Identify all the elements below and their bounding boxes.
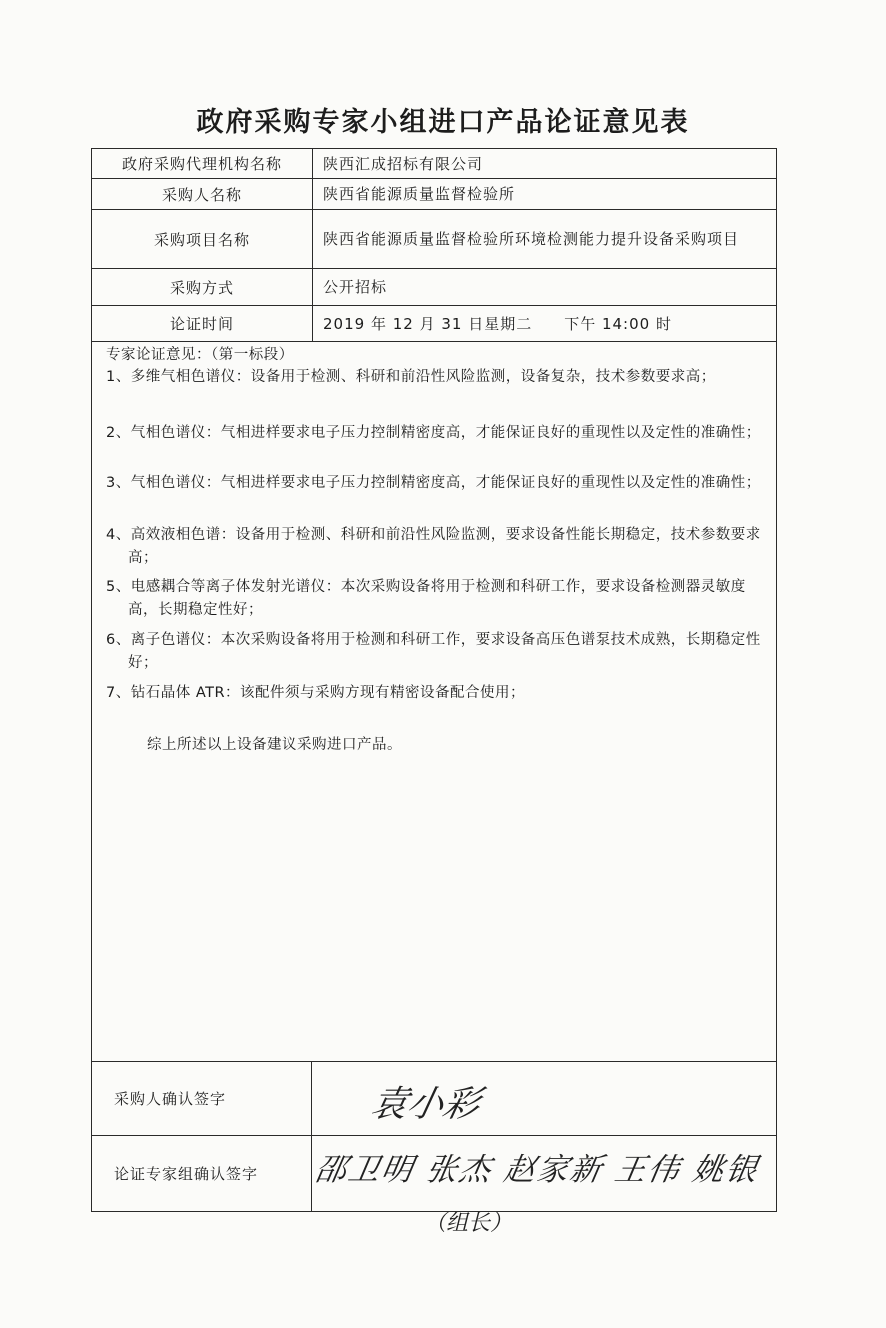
expert-signature-row bbox=[92, 1136, 776, 1211]
method-label: 采购方式 bbox=[92, 269, 313, 305]
opinion-item: 5、电感耦合等离子体发射光谱仪：本次采购设备将用于检测和科研工作，要求设备检测器灵敏度高，长期稳定性好； bbox=[106, 579, 746, 618]
expert-signature-cell bbox=[312, 1136, 776, 1211]
project-value: 陕西省能源质量监督检验所环境检测能力提升设备采购项目 bbox=[323, 230, 740, 248]
purchaser-signature-row bbox=[92, 1061, 776, 1136]
leader-handwritten-note: （组长） bbox=[424, 1211, 513, 1236]
opinion-item: 2、气相色谱仪：气相进样要求电子压力控制精密度高，才能保证良好的重现性以及定性的准确性； bbox=[106, 425, 761, 441]
opinion-heading: 专家论证意见：（第一标段） bbox=[106, 347, 294, 363]
purchaser-label: 采购人名称 bbox=[92, 179, 313, 209]
form-title: 政府采购专家小组进口产品论证意见表 bbox=[196, 107, 690, 138]
opinion-item: 6、离子色谱仪：本次采购设备将用于检测和科研工作，要求设备高压色谱泵技术成熟，长期稳定性好； bbox=[106, 632, 761, 671]
purchaser-value: 陕西省能源质量监督检验所 bbox=[323, 185, 516, 203]
info-row-method bbox=[92, 269, 776, 306]
purchaser-signature-cell bbox=[312, 1062, 776, 1135]
purchaser-handwritten-signature: 袁小彩 bbox=[367, 1084, 484, 1125]
opinion-summary: 综上所述以上设备建议采购进口产品。 bbox=[147, 737, 402, 753]
opinion-item: 3、气相色谱仪：气相进样要求电子压力控制精密度高，才能保证良好的重现性以及定性的准确性； bbox=[106, 475, 761, 491]
info-row-time bbox=[92, 306, 776, 342]
expert-opinion-section bbox=[92, 344, 776, 1064]
agency-label: 政府采购代理机构名称 bbox=[92, 149, 313, 178]
time-value: 2019 年 12 月 31 日星期二 下午 14:00 时 bbox=[323, 314, 672, 333]
method-value: 公开招标 bbox=[323, 278, 388, 296]
info-row-agency bbox=[92, 149, 776, 179]
agency-value: 陕西汇成招标有限公司 bbox=[323, 154, 484, 173]
project-label: 采购项目名称 bbox=[92, 210, 313, 268]
opinion-form-table bbox=[91, 148, 777, 1212]
opinion-item: 7、钻石晶体 ATR：该配件须与采购方现有精密设备配合使用； bbox=[106, 685, 526, 701]
expert-signature-label: 论证专家组确认签字 bbox=[114, 1136, 312, 1211]
opinion-item: 1、多维气相色谱仪：设备用于检测、科研和前沿性风险监测，设备复杂，技术参数要求高； bbox=[106, 369, 716, 385]
expert-handwritten-signatures: 邵卫明 张杰 赵家新 王伟 姚银 bbox=[312, 1152, 762, 1188]
purchaser-signature-label: 采购人确认签字 bbox=[114, 1062, 312, 1135]
info-row-project bbox=[92, 210, 776, 269]
info-row-purchaser bbox=[92, 179, 776, 210]
opinion-item: 4、高效液相色谱：设备用于检测、科研和前沿性风险监测，要求设备性能长期稳定，技术参数要求高； bbox=[106, 527, 761, 566]
time-label: 论证时间 bbox=[92, 306, 313, 341]
